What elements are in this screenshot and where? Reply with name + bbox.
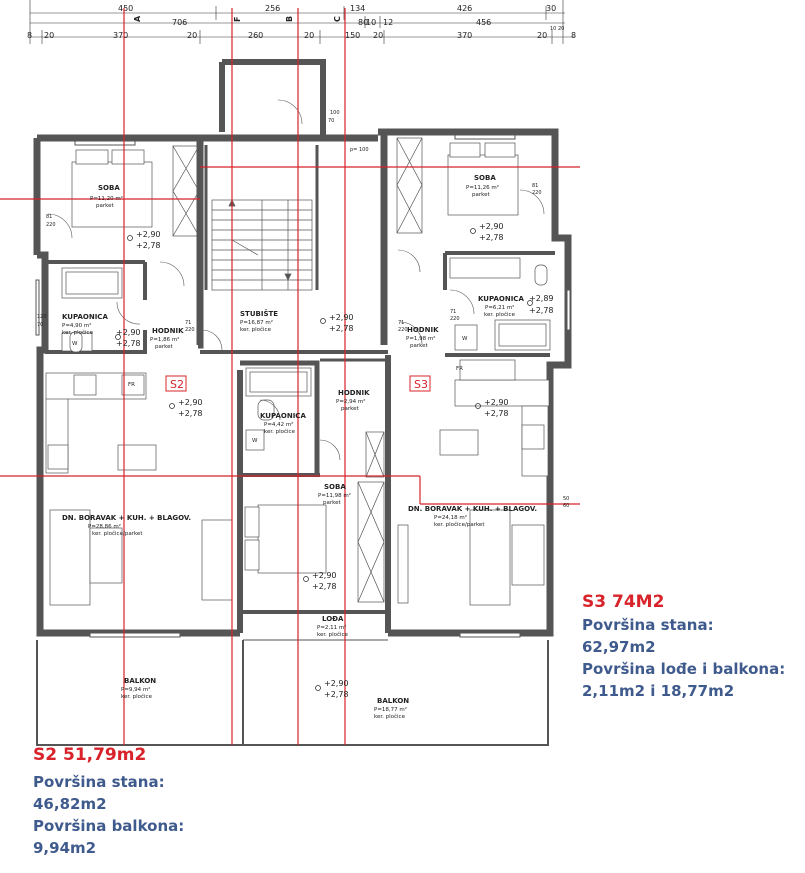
room-soba-mid-name: SOBA — [324, 483, 346, 491]
room-balkon-mid-area: P=18,77 m² — [374, 707, 407, 713]
level-balkon-a: +2,90 — [324, 679, 349, 688]
level-kup-s2-a: +2,90 — [116, 328, 141, 337]
opening-120-top: 70 — [328, 118, 335, 124]
stair-flights — [212, 175, 312, 290]
room-dn-s3-area: P=24,18 m² — [434, 515, 467, 521]
level-kup-s3-c: +2,89 — [529, 294, 554, 303]
dim-row3-6: 150 — [345, 31, 361, 40]
room-kup-s2-name: KUPAONICA — [62, 313, 108, 321]
room-kup-mid-area: P=4,42 m² — [264, 422, 294, 428]
room-hodnik-s3-area: P=1,98 m² — [406, 336, 436, 342]
room-soba-s2-area: P=11,20 m² — [90, 196, 123, 202]
dim-right-a: 10 — [550, 26, 557, 32]
dim-row3-10: 8 — [571, 31, 577, 40]
dim-row3-8: 370 — [457, 31, 473, 40]
opening-71-c: 71 — [450, 309, 457, 315]
opening-220-c: 220 — [450, 316, 460, 322]
opening-50-s3: 50 — [563, 496, 570, 502]
room-stubiste-name: STUBIŠTE — [240, 310, 279, 318]
room-soba-s2-name: SOBA — [98, 184, 120, 192]
dim-row3-3: 20 — [187, 31, 198, 40]
room-loda-area: P=2,11 m² — [317, 625, 347, 631]
room-dn-s3-name: DN. BORAVAK + KUH. + BLAGOV. — [408, 505, 538, 513]
washer-label-mid: W — [252, 438, 258, 444]
unit-tag-s2: S2 — [170, 378, 184, 391]
room-soba-s2-floor: parket — [96, 203, 114, 209]
room-soba-s3-area: P=11,26 m² — [466, 185, 499, 191]
dim-row3-4: 260 — [248, 31, 264, 40]
level-soba-mid-a: +2,90 — [312, 571, 337, 580]
dim-row1-4: 30 — [546, 4, 557, 13]
dim-row3-0: 8 — [27, 31, 33, 40]
room-soba-mid-floor: parket — [323, 500, 341, 506]
room-soba-s3-floor: parket — [472, 192, 490, 198]
room-kup-mid-floor: ker. pločice — [264, 429, 295, 435]
dim-row2-2: 80 — [358, 18, 369, 27]
washer-label-s3: W — [462, 336, 468, 342]
room-dn-s2-floor: ker. pločice/parket — [92, 531, 143, 537]
room-balkon-s2-floor: ker. pločice — [121, 694, 152, 700]
level-kup-s3-b: +2,78 — [529, 306, 554, 315]
level-dn-s3-a: +2,90 — [484, 398, 509, 407]
axis-a: A — [133, 15, 142, 22]
dim-row2-3: 12 — [383, 18, 394, 27]
opening-p100: p= 100 — [350, 147, 369, 153]
room-dn-s3-floor: ker. pločice/parket — [434, 522, 485, 528]
dim-row3-2: 370 — [113, 31, 129, 40]
room-kup-s3-floor: ker. pločice — [484, 312, 515, 318]
room-dn-s2-name: DN. BORAVAK + KUH. + BLAGOV. — [62, 514, 192, 522]
level-dn-s2-a: +2,90 — [178, 398, 203, 407]
opening-71-a: 71 — [185, 320, 192, 326]
room-kup-s2-area: P=4,90 m² — [62, 323, 92, 329]
level-kup-s2-b: +2,78 — [116, 339, 141, 348]
axis-b: B — [285, 15, 294, 22]
fridge-label-s3: FR — [456, 366, 463, 372]
room-hodnik-s2-name: HODNIK — [152, 327, 184, 335]
room-stubiste-area: P=16,87 m² — [240, 320, 273, 326]
room-balkon-s2-name: BALKON — [124, 677, 157, 685]
room-dn-s2-area: P=28,86 m² — [88, 524, 121, 530]
room-hodnik-s2-area: P=1,86 m² — [150, 337, 180, 343]
opening-60-s3: 60 — [563, 503, 570, 509]
level-soba-s2-b: +2,78 — [136, 241, 161, 250]
dim-row3-7: 20 — [373, 31, 384, 40]
room-soba-mid-area: P=11,98 m² — [318, 493, 351, 499]
info-s2-line1: Površina stana: — [33, 773, 165, 791]
opening-140-s3: 81 — [532, 183, 539, 189]
dim-row3-1: 20 — [44, 31, 55, 40]
info-s2-line3: Površina balkona: — [33, 817, 185, 835]
level-soba-s3-b: +2,78 — [479, 233, 504, 242]
level-stubiste-b: +2,78 — [329, 324, 354, 333]
dim-row3-9: 20 — [537, 31, 548, 40]
info-s2-title: S2 51,79m2 — [33, 745, 147, 765]
dim-row2-4: 456 — [476, 18, 492, 27]
room-kup-mid-name: KUPAONICA — [260, 412, 306, 420]
dim-row1-2: 134 — [350, 4, 366, 13]
room-loda-floor: ker. pločice — [317, 632, 348, 638]
info-s3-title: S3 74M2 — [582, 592, 665, 612]
room-hodnik-s2-floor: parket — [155, 344, 173, 350]
room-loda-name: LOĐA — [322, 615, 344, 623]
dim-right-b: 20 — [558, 26, 565, 32]
level-dn-s3-b: +2,78 — [484, 409, 509, 418]
axis-f: F — [233, 16, 242, 22]
axis-c: C — [333, 16, 342, 22]
level-soba-s2-a: +2,90 — [136, 230, 161, 239]
dim-row2-0: 706 — [172, 18, 188, 27]
room-hodnik-mid-area: P=2,94 m² — [336, 399, 366, 405]
info-s2 — [33, 745, 184, 859]
room-hodnik-mid-floor: parket — [341, 406, 359, 412]
level-soba-mid-b: +2,78 — [312, 582, 337, 591]
room-soba-s3-name: SOBA — [474, 174, 496, 182]
opening-220-s3: 220 — [532, 190, 542, 196]
dim-row1-0: 450 — [118, 4, 134, 13]
info-s3-line3: Površina lođe i balkona: — [582, 660, 786, 678]
dim-row3-5: 20 — [304, 31, 315, 40]
opening-71-b: 71 — [398, 320, 405, 326]
opening-220-b: 220 — [398, 327, 408, 333]
info-s2-line4: 9,94m2 — [33, 839, 97, 857]
info-s3 — [582, 592, 785, 702]
dimension-chains — [30, 0, 575, 44]
room-kup-s3-area: P=6,21 m² — [485, 305, 515, 311]
room-balkon-mid-floor: ker. pločice — [374, 714, 405, 720]
opening-220-s2: 220 — [46, 222, 56, 228]
level-dn-s2-b: +2,78 — [178, 409, 203, 418]
opening-70-top: 100 — [330, 110, 340, 116]
room-hodnik-s3-floor: parket — [410, 343, 428, 349]
info-s3-line4: 2,11m2 i 18,77m2 — [582, 682, 735, 700]
unit-tag-s3: S3 — [414, 378, 428, 391]
opening-120-s2: 70 — [37, 322, 44, 328]
level-stubiste-a: +2,90 — [329, 313, 354, 322]
room-hodnik-mid-name: HODNIK — [338, 389, 370, 397]
room-balkon-s2-area: P=9,94 m² — [121, 687, 151, 693]
room-kup-s3-name: KUPAONICA — [478, 295, 524, 303]
dim-row1-1: 256 — [265, 4, 281, 13]
room-balkon-mid-name: BALKON — [377, 697, 410, 705]
opening-70-s2: 120 — [37, 314, 47, 320]
room-kup-s2-floor: ker. pločice — [62, 330, 93, 336]
info-s3-line1: Površina stana: — [582, 616, 714, 634]
info-s3-line2: 62,97m2 — [582, 638, 656, 656]
room-stubiste-floor: ker. pločice — [240, 327, 271, 333]
level-balkon-b: +2,78 — [324, 690, 349, 699]
opening-220-a: 220 — [185, 327, 195, 333]
washer-label-s2: W — [72, 341, 78, 347]
info-s2-line2: 46,82m2 — [33, 795, 107, 813]
fridge-label-s2: FR — [128, 382, 135, 388]
room-hodnik-s3-name: HODNIK — [407, 326, 439, 334]
dim-row2-1: 10 — [366, 18, 377, 27]
dim-row1-3: 426 — [457, 4, 473, 13]
level-soba-s3-a: +2,90 — [479, 222, 504, 231]
opening-140-s2: 81 — [46, 214, 53, 220]
